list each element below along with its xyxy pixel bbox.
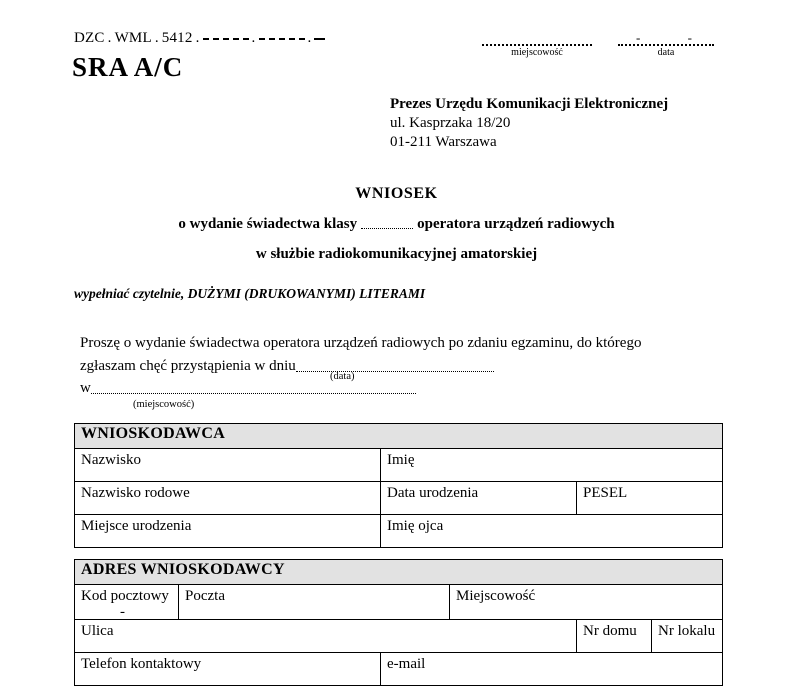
cell-flat-number[interactable]: Nr lokalu: [652, 620, 723, 653]
exam-date-input[interactable]: [296, 358, 494, 372]
place-field[interactable]: [482, 32, 592, 58]
table-row: [75, 585, 723, 620]
document-subtitle-line-2: w służbie radiokomunikacyjnej amatorskiej: [255, 246, 538, 262]
cell-maiden-name[interactable]: Nazwisko rodowe: [75, 482, 381, 515]
place-dashes: [482, 32, 592, 43]
cell-pesel[interactable]: PESEL: [577, 482, 723, 515]
cell-street[interactable]: Ulica: [75, 620, 577, 653]
request-paragraph: [80, 332, 700, 378]
cell-email[interactable]: e-mail: [381, 653, 723, 686]
addressee-line-1: Prezes Urzędu Komunikacji Elektronicznej: [390, 96, 669, 112]
reference-prefix-2: WML: [114, 30, 152, 46]
table-row: [75, 620, 723, 653]
date-label: data: [657, 47, 675, 58]
locality-row: [80, 380, 416, 397]
table-row: [75, 482, 723, 515]
table-row-section-address: [75, 560, 723, 585]
reference-separator: .: [154, 30, 159, 46]
postal-code-dash: -: [120, 604, 125, 620]
reference-separator: .: [107, 30, 112, 46]
cell-house-number[interactable]: Nr domu: [577, 620, 652, 653]
table-spacer: [75, 548, 723, 560]
applicant-form-table: [74, 423, 723, 686]
table-row: [75, 449, 723, 482]
place-date-block: [482, 32, 714, 58]
addressee-block: [390, 95, 668, 152]
table-row: [75, 515, 723, 548]
cell-first-name[interactable]: Imię: [381, 449, 723, 482]
cell-birth-date[interactable]: Data urodzenia: [381, 482, 577, 515]
reference-separator: .: [251, 30, 256, 46]
cell-phone[interactable]: Telefon kontaktowy: [75, 653, 381, 686]
form-code-title: SRA A/C: [72, 52, 184, 82]
cell-birth-place[interactable]: Miejsce urodzenia: [75, 515, 381, 548]
cell-locality[interactable]: Miejscowość: [450, 585, 723, 620]
reference-blank-3[interactable]: [314, 29, 325, 40]
table-row-spacer: [75, 548, 723, 560]
addressee-line-3: 01-211 Warszawa: [390, 134, 497, 150]
exam-date-sublabel: (data): [330, 371, 355, 382]
section-header-address: ADRES WNIOSKODAWCY: [75, 560, 723, 585]
locality-sublabel: (miejscowość): [133, 399, 195, 410]
request-line-1: Proszę o wydanie świadectwa operatora urządzeń radiowych po zdaniu egzaminu, do którego: [80, 335, 642, 351]
request-line-2: zgłaszam chęć przystąpienia w dniu: [80, 358, 296, 374]
document-subtitle-line-1: [0, 216, 793, 233]
section-header-applicant: WNIOSKODAWCA: [75, 424, 723, 449]
cell-father-name[interactable]: Imię ojca: [381, 515, 723, 548]
reference-number-row: [74, 29, 325, 47]
postal-code-label: Kod pocztowy: [81, 588, 169, 604]
cell-post-office[interactable]: Poczta: [179, 585, 450, 620]
date-field[interactable]: [618, 32, 714, 58]
reference-prefix-3: 5412: [161, 30, 193, 46]
reference-separator: .: [307, 30, 312, 46]
cell-surname[interactable]: Nazwisko: [75, 449, 381, 482]
locality-input[interactable]: [91, 380, 416, 394]
cell-postal-code[interactable]: [75, 585, 179, 620]
reference-blank-2[interactable]: [259, 29, 305, 40]
date-dashes: - -: [636, 30, 714, 45]
reference-separator: .: [195, 30, 200, 46]
document-heading: WNIOSEK: [355, 185, 438, 202]
document-title-block: [0, 185, 793, 263]
table-row-section-applicant: [75, 424, 723, 449]
subtitle-before-blank: o wydanie świadectwa klasy: [178, 216, 358, 232]
fill-instruction: wypełniać czytelnie, DUŻYMI (DRUKOWANYMI) LITERAMI: [74, 286, 426, 301]
locality-prefix: w: [80, 380, 91, 396]
place-label: miejscowość: [511, 47, 563, 58]
class-blank-field[interactable]: [361, 216, 413, 229]
reference-blank-1[interactable]: [203, 29, 249, 40]
subtitle-after-blank: operatora urządzeń radiowych: [417, 216, 615, 232]
reference-prefix-1: DZC: [74, 30, 105, 46]
addressee-line-2: ul. Kasprzaka 18/20: [390, 115, 511, 131]
